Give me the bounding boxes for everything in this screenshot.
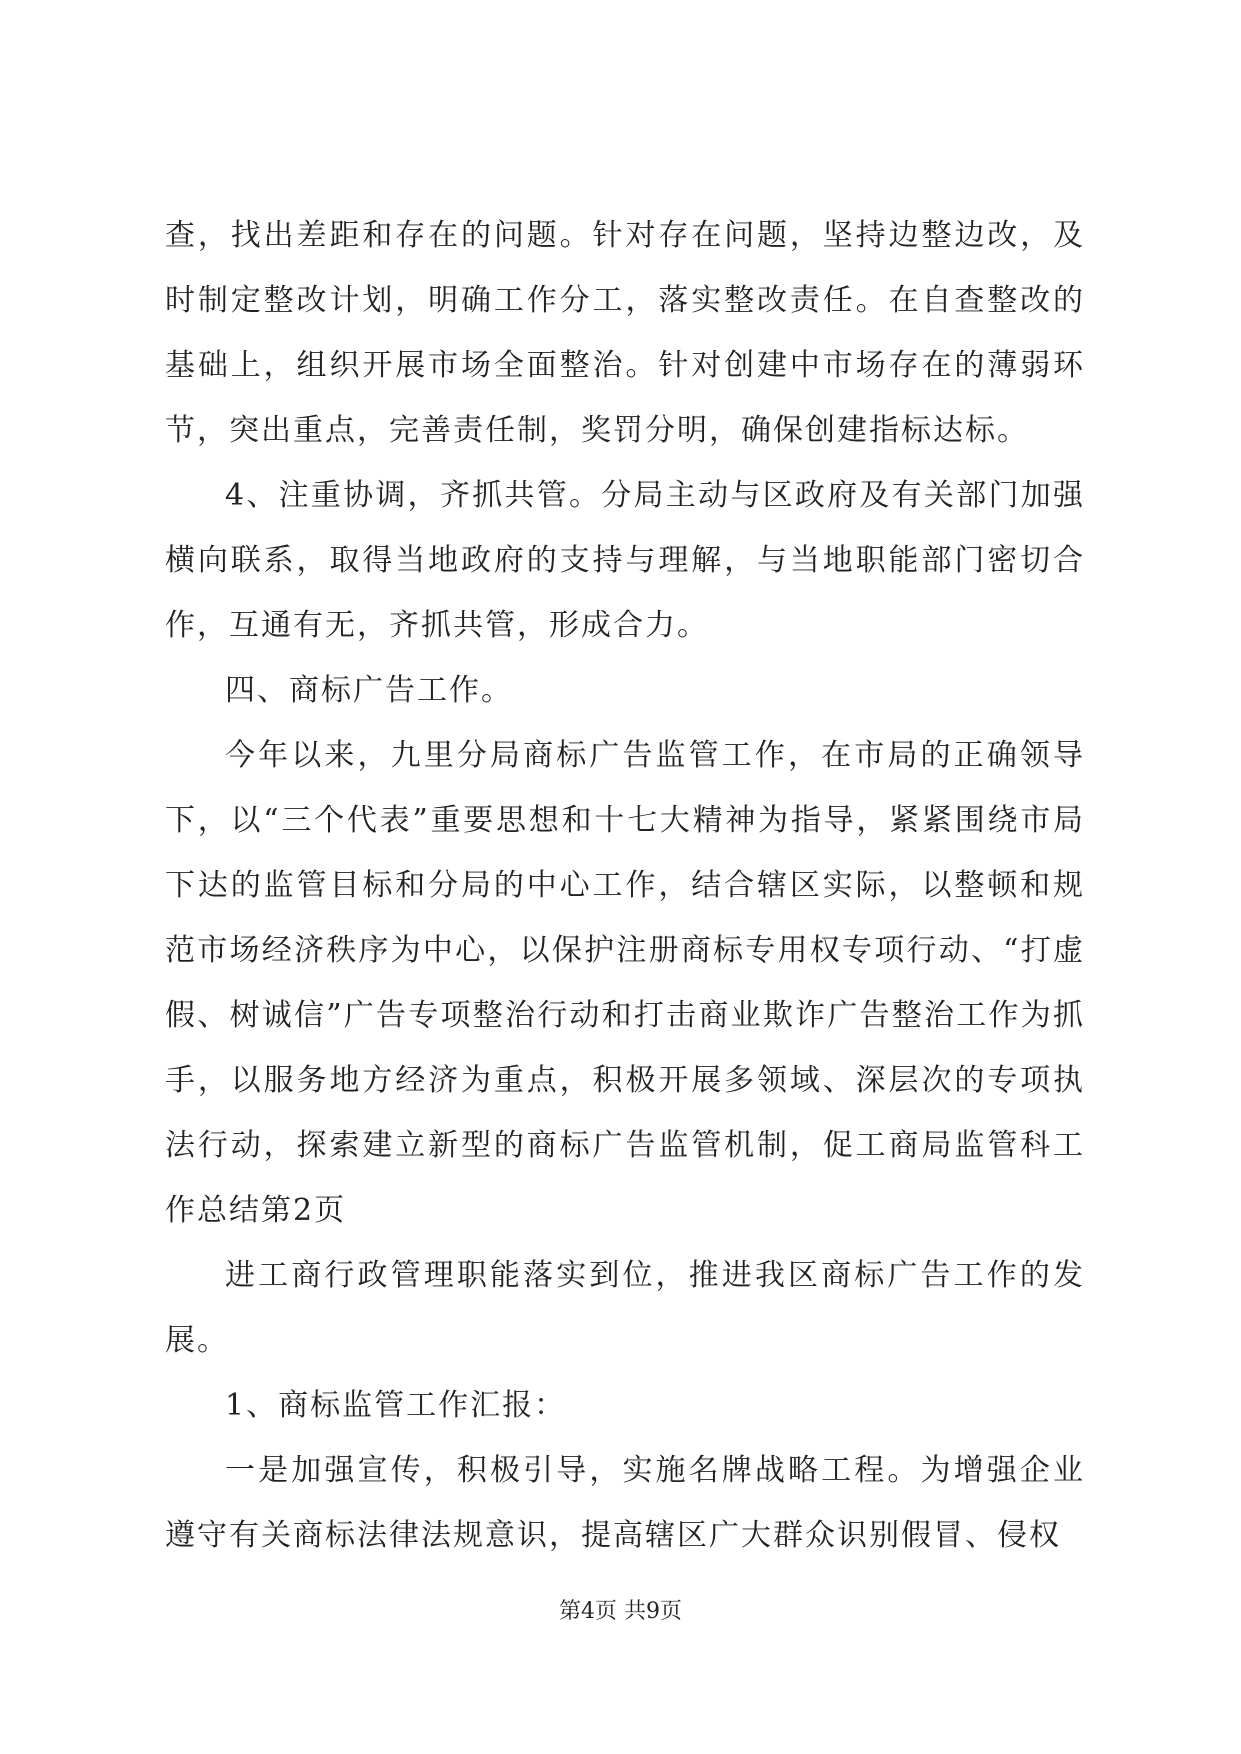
paragraph-1: 查，找出差距和存在的问题。针对存在问题，坚持边整边改，及时制定整改计划，明确工作分工，落实整改责任。在自查整改的基础上，组织开展市场全面整治。针对创建中市场存在的薄弱环节，突出重点，完善责任制，奖罚分明，确保创建指标达标。	[165, 218, 1085, 448]
paragraph-2: 4、注重协调，齐抓共管。分局主动与区政府及有关部门加强横向联系，取得当地政府的支持与理解，与当地职能部门密切合作，互通有无，齐抓共管，形成合力。	[165, 478, 1085, 643]
body-text	[165, 203, 1085, 1568]
subsection-heading: 1、商标监管工作汇报：	[225, 1388, 567, 1423]
section-heading: 四、商标广告工作。	[225, 673, 513, 708]
page-footer: 第4页 共9页	[559, 1599, 682, 1624]
paragraph-4: 进工商行政管理职能落实到位，推进我区商标广告工作的发展。	[165, 1258, 1085, 1358]
paragraph-3: 今年以来，九里分局商标广告监管工作，在市局的正确领导下，以“三个代表”重要思想和十七大精神为指导，紧紧围绕市局下达的监管目标和分局的中心工作，结合辖区实际，以整顿和规范市场经济秩序为中心，以保护注册商标专用权专项行动、“打虚假、树诚信”广告专项整治行动和打击商业欺诈广告整治工作为抓手，以服务地方经济为重点，积极开展多领域、深层次的专项执法行动，探索建立新型的商标广告监管机制，促工商局监管科工作总结第2页	[165, 738, 1085, 1228]
paragraph-5: 一是加强宣传，积极引导，实施名牌战略工程。为增强企业遵守有关商标法律法规意识，提高辖区广大群众识别假冒、侵权	[165, 1453, 1085, 1553]
